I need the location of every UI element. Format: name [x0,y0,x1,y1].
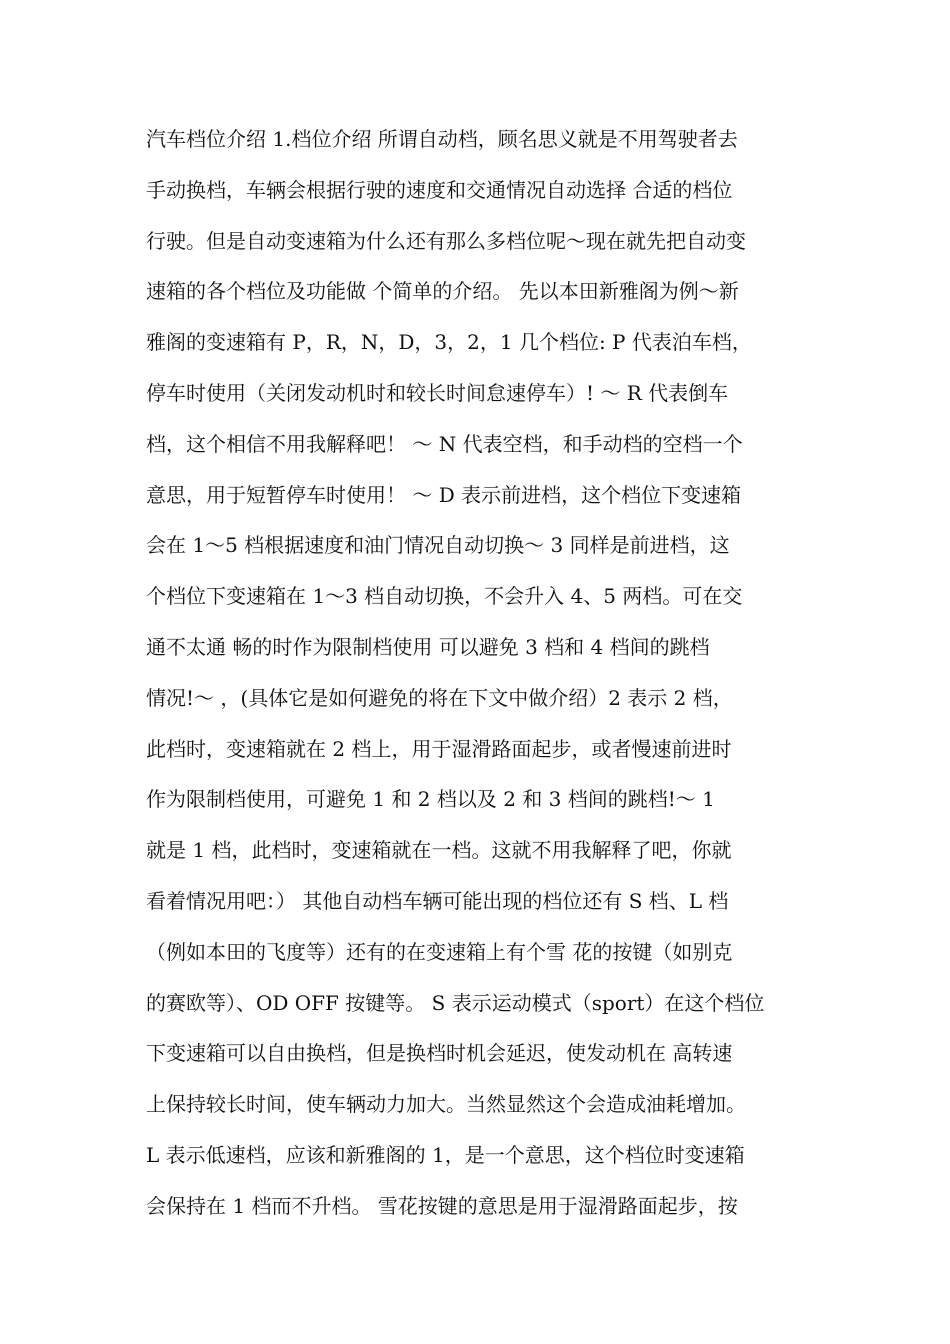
text-line: 意思，用于短暂停车时使用！ ～ D 表示前进档，这个档位下变速箱 [146,482,742,507]
text-line: （例如本田的飞度等）还有的在变速箱上有个雪 花的按键（如别克 [146,939,733,964]
text-line: 会保持在 1 档而不升档。 雪花按键的意思是用于湿滑路面起步，按 [146,1193,738,1218]
text-line: L 表示低速档，应该和新雅阁的 1，是一个意思，这个档位时变速箱 [146,1142,745,1167]
text-line: 的赛欧等）、OD OFF 按键等。 S 表示运动模式（sport）在这个档位 [146,990,765,1015]
text-line: 速箱的各个档位及功能做 个简单的介绍。 先以本田新雅阁为例～新 [146,279,739,304]
text-line: 档，这个相信不用我解释吧！ ～ N 代表空档，和手动档的空档一个 [146,431,743,456]
text-line: 情况!～ ，(具体它是如何避免的将在下文中做介绍）2 表示 2 档， [146,685,733,710]
body-text [146,119,810,1237]
text-line: 雅阁的变速箱有 P，R，N，D，3，2，1 几个档位: P 代表泊车档， [146,330,752,355]
text-line: 看着情况用吧：） 其他自动档车辆可能出现的档位还有 S 档、L 档 [146,888,729,913]
text-line: 就是 1 档，此档时，变速箱就在一档。这就不用我解释了吧，你就 [146,838,732,863]
text-line: 通不太通 畅的时作为限制档使用 可以避免 3 档和 4 档间的跳档 [146,634,710,659]
text-line: 手动换档，车辆会根据行驶的速度和交通情况自动选择 合适的档位 [146,177,733,202]
text-line: 个档位下变速箱在 1～3 档自动切换，不会升入 4、5 两档。可在交 [146,584,743,609]
text-line: 停车时使用（关闭发动机时和较长时间怠速停车）! ～ R 代表倒车 [146,380,729,405]
text-line: 汽车档位介绍 1.档位介绍 所谓自动档，顾名思义就是不用驾驶者去 [146,127,738,151]
text-line: 下变速箱可以自由换档，但是换档时机会延迟，使发动机在 高转速 [146,1041,733,1066]
text-line: 此档时，变速箱就在 2 档上，用于湿滑路面起步，或者慢速前进时 [146,736,732,761]
text-line: 作为限制档使用，可避免 1 和 2 档以及 2 和 3 档间的跳档!～ 1 [146,787,715,812]
text-line: 行驶。但是自动变速箱为什么还有那么多档位呢～现在就先把自动变 [146,228,746,253]
text-line: 上保持较长时间，使车辆动力加大。当然显然这个会造成油耗增加。 [146,1092,746,1117]
text-line: 会在 1～5 档根据速度和油门情况自动切换～ 3 同样是前进档，这 [146,533,730,558]
